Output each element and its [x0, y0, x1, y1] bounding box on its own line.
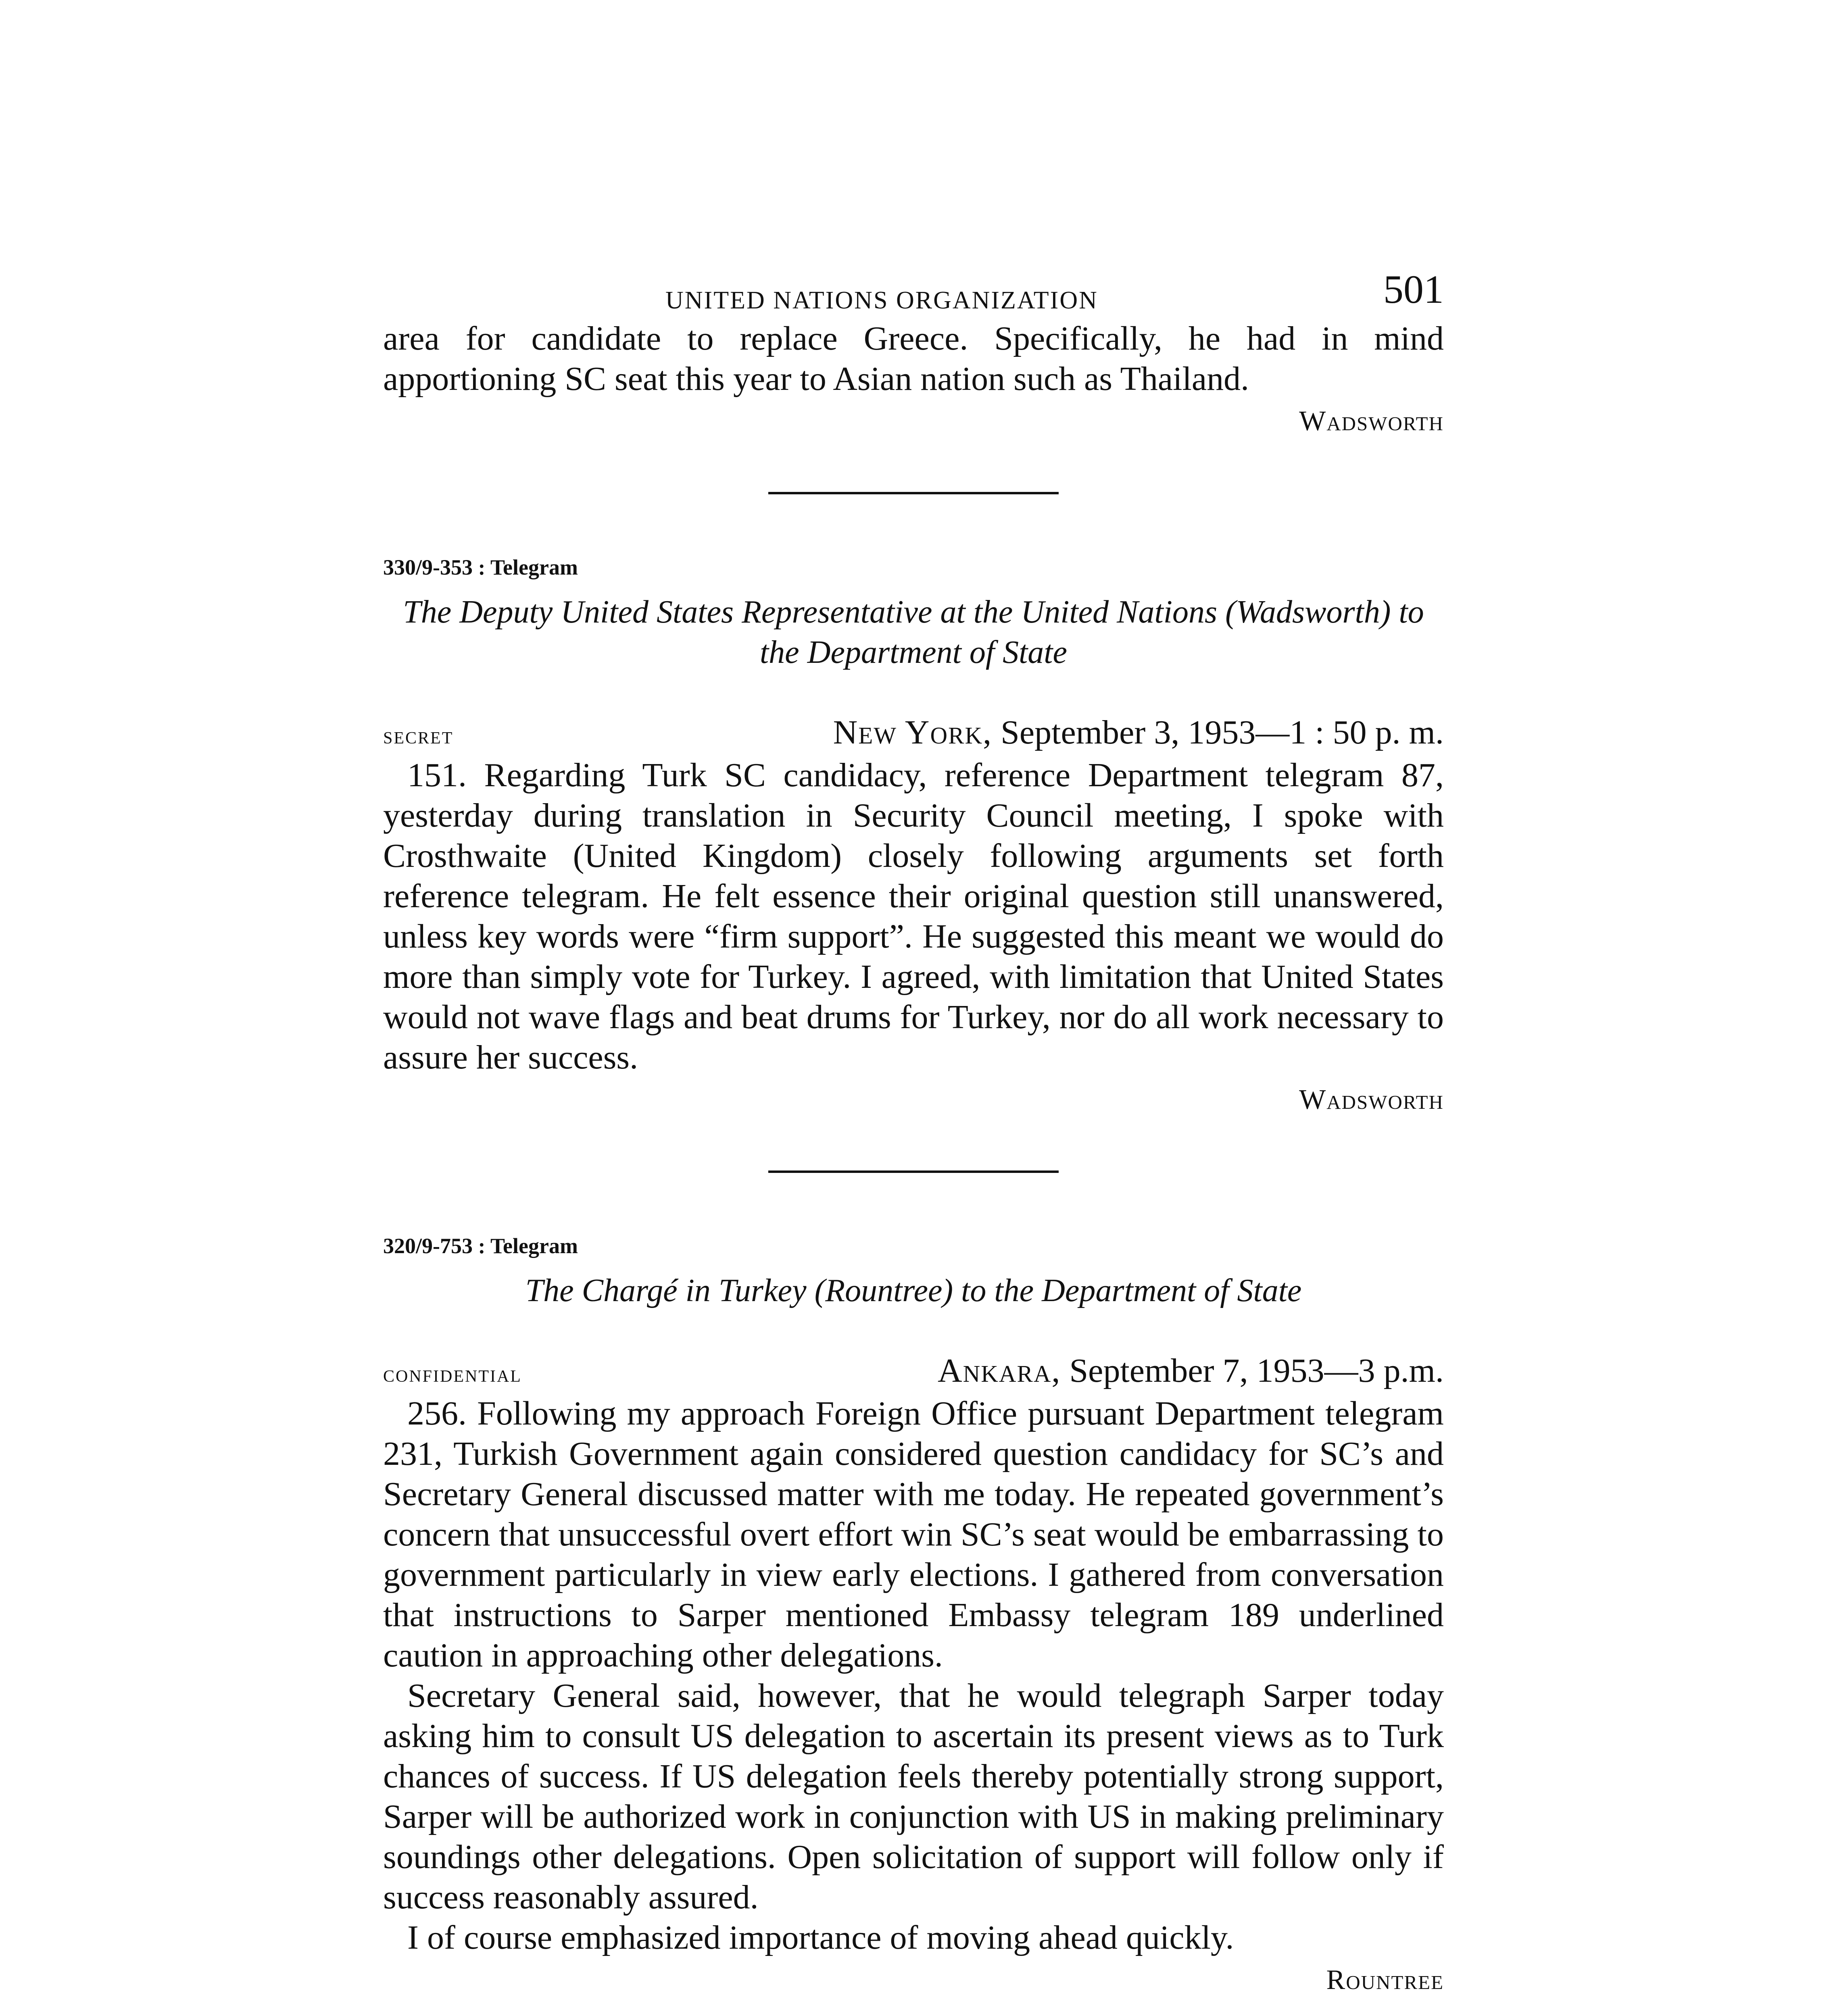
continuation-paragraph: area for candidate to replace Greece. Specifically, he had in mind apportioning SC seat this year to Asian nation such as Thailand.: [383, 320, 1444, 398]
signature: Wadsworth: [1299, 1084, 1444, 1115]
running-title: UNITED NATIONS ORGANIZATION: [665, 287, 1098, 314]
file-reference: 330/9-353 : Telegram: [383, 555, 578, 579]
telegram-paragraph: Secretary General said, however, that he would telegraph Sarper today asking him to consult US delegation to ascertain its present views as to Turk chances of success. If US delegation feels thereby potentially strong support, Sarper will be authorized work in conjunction with US in making preliminary soundings other delegations. Open solicitation of support will follow only if success reasonably assured.: [383, 1677, 1444, 1916]
signature: Rountree: [1326, 1964, 1444, 1995]
file-reference: 320/9-753 : Telegram: [383, 1234, 578, 1258]
section-divider: [768, 492, 1059, 494]
dateline: [383, 1351, 1444, 1390]
page-content: [383, 266, 1444, 2002]
telegram-paragraph: 256. Following my approach Foreign Office pursuant Department telegram 231, Turkish Government again considered question candidacy for SC’s and Secretary General discussed matter with me today. He repeated government’s concern that unsuccessful overt effort win SC’s seat would be embarrassing to government particularly in view early elections. I gathered from conversation that instructions to Sarper mentioned Embassy telegram 189 underlined caution in approaching other delegations.: [383, 1395, 1444, 1674]
classification-label: secret: [383, 722, 454, 749]
place-date: [833, 713, 1444, 752]
document-title: The Chargé in Turkey (Rountree) to the Department of State: [525, 1273, 1302, 1308]
telegram-paragraph: I of course emphasized importance of moving ahead quickly.: [407, 1919, 1234, 1956]
date: September 7, 1953—3 p.m.: [1069, 1352, 1444, 1389]
document-rountree-telegram: [383, 1233, 1444, 2002]
continuation-signature: Wadsworth: [1299, 406, 1444, 437]
place-date: [938, 1351, 1444, 1390]
dateline: [383, 713, 1444, 752]
telegram-body: 151. Regarding Turk SC candidacy, reference Department telegram 87, yesterday during translation in Security Council meeting, I spoke with Crosthwaite (United Kingdom) closely following arguments set forth reference telegram. He felt essence their original question still unanswered, unless key words were “firm support”. He suggested this meant we would do more than simply vote for Turkey. I agreed, with limitation that United States would not wave flags and beat drums for Turkey, nor do all work necessary to assure her success.: [383, 756, 1444, 1076]
document-title: The Deputy United States Representative at the United Nations (Wadsworth) to the Department of State: [403, 594, 1424, 670]
place: Ankara,: [937, 1352, 1061, 1389]
date: September 3, 1953—1 : 50 p. m.: [1001, 714, 1444, 751]
page-number: 501: [1383, 267, 1444, 312]
section-divider: [768, 1170, 1059, 1173]
running-header: [383, 266, 1444, 319]
classification-label: confidential: [383, 1360, 522, 1387]
document-wadsworth-telegram: [383, 555, 1444, 1122]
place: New York,: [833, 714, 993, 751]
